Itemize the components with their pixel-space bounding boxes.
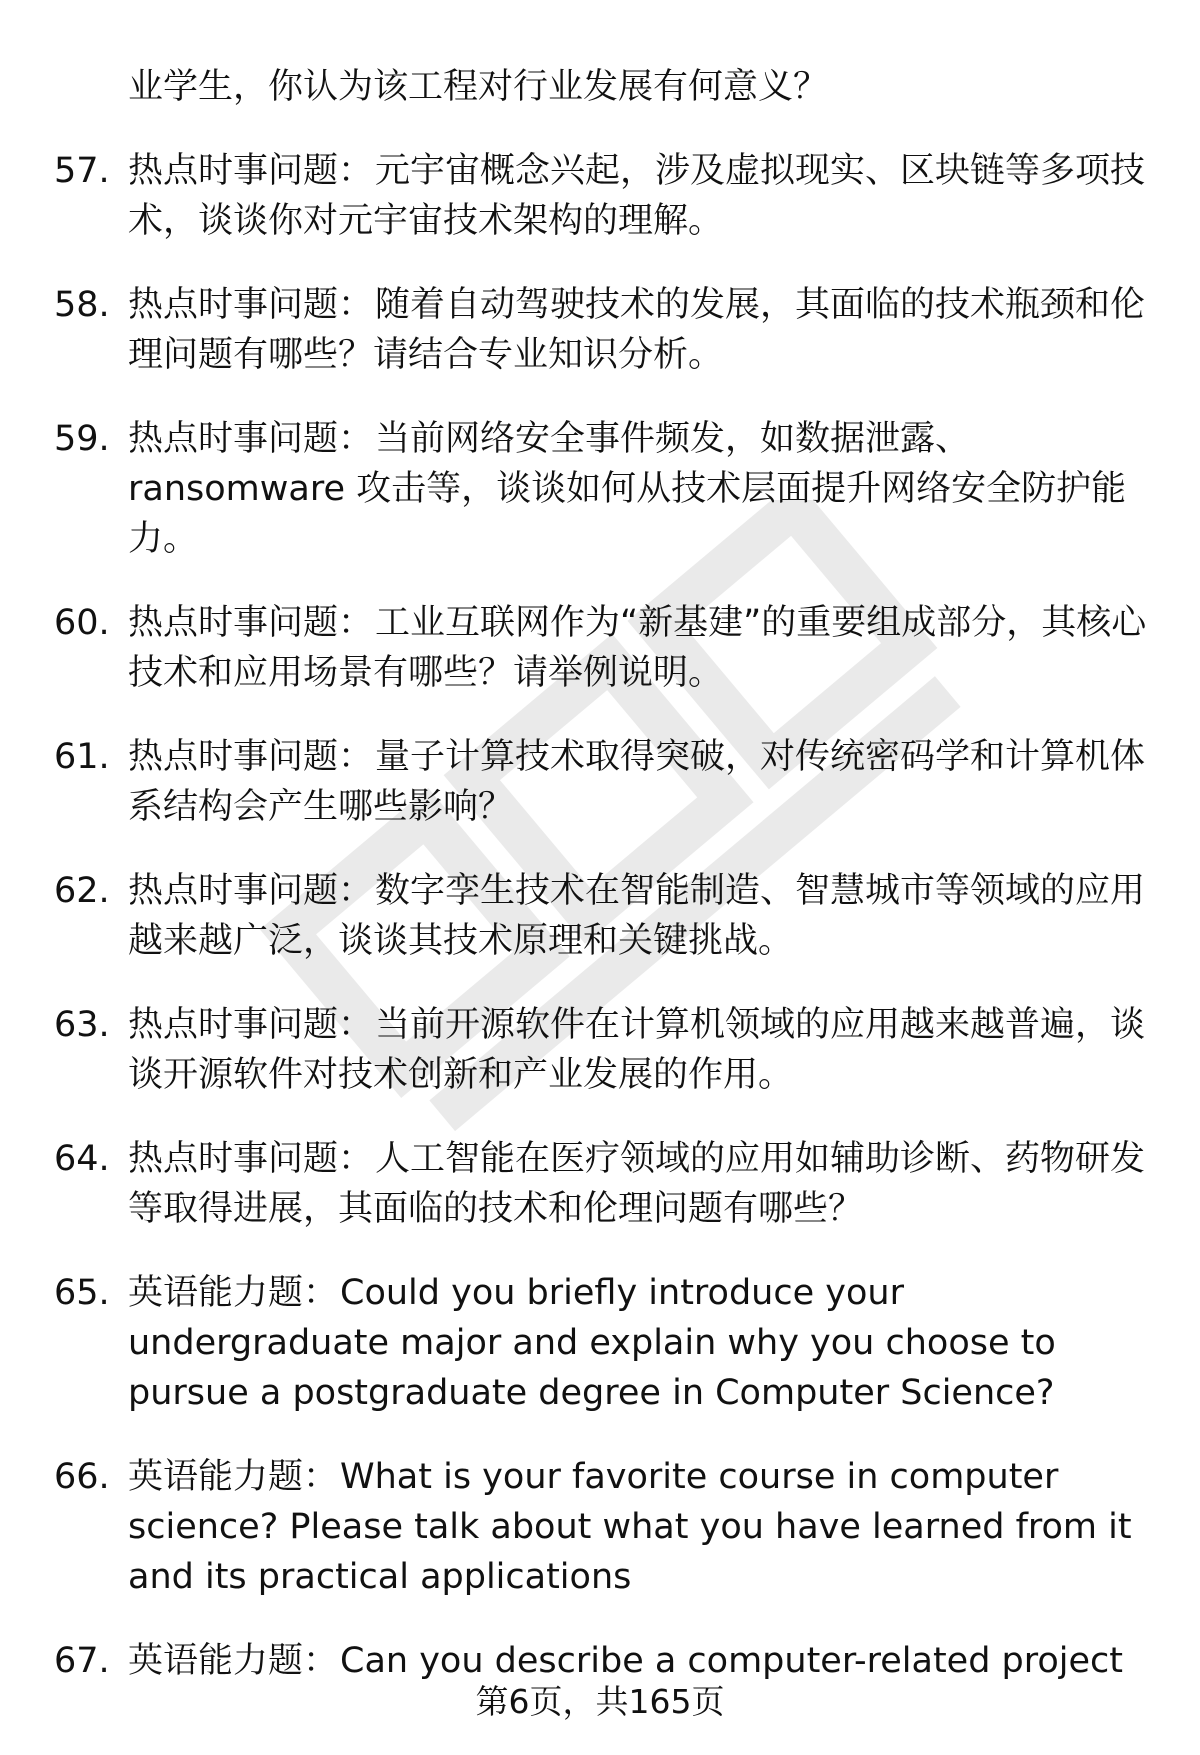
item-text <box>128 866 1164 966</box>
item-number: 60. <box>54 603 110 643</box>
item-body: 量子计算技术取得突破，对传统密码学和计算机体系结构会产生哪些影响？ <box>128 737 1146 827</box>
list-item-67 <box>54 1636 1164 1686</box>
list-item-62 <box>54 866 1164 966</box>
item-text <box>128 146 1164 246</box>
item-number: 58. <box>54 285 110 325</box>
item-category: 英语能力题： <box>128 1273 339 1313</box>
item-text <box>128 1636 1164 1686</box>
item-text <box>128 1268 1164 1418</box>
list-item-64 <box>54 1134 1164 1234</box>
item-text <box>128 598 1164 698</box>
item-body: Could you briefly introduce your undergraduate major and explain why you choose to pursue a postgraduate degree in Computer Science? <box>128 1273 1056 1413</box>
item-body: 元宇宙概念兴起，涉及虚拟现实、区块链等多项技术，谈谈你对元宇宙技术架构的理解。 <box>128 151 1146 241</box>
item-number: 62. <box>54 871 110 911</box>
item-number: 61. <box>54 737 110 777</box>
item-number: 66. <box>54 1457 110 1497</box>
item-category: 热点时事问题： <box>128 1139 374 1179</box>
item-category: 热点时事问题： <box>128 603 374 643</box>
item-body: Can you describe a computer-related project <box>340 1641 1124 1681</box>
item-body: 人工智能在医疗领域的应用如辅助诊断、药物研发等取得进展，其面临的技术和伦理问题有哪些？ <box>128 1139 1146 1229</box>
item-category: 热点时事问题： <box>128 737 374 777</box>
item-text <box>128 1452 1164 1602</box>
item-body: 工业互联网作为“新基建”的重要组成部分，其核心技术和应用场景有哪些？请举例说明。 <box>128 603 1147 693</box>
continuation-text: 业学生，你认为该工程对行业发展有何意义？ <box>128 67 829 107</box>
item-text <box>128 280 1164 380</box>
item-number: 63. <box>54 1005 110 1045</box>
list-item-59 <box>54 414 1164 564</box>
list-item-58 <box>54 280 1164 380</box>
item-number: 57. <box>54 151 110 191</box>
item-text <box>128 414 1164 564</box>
item-category: 热点时事问题： <box>128 151 374 191</box>
list-item-65 <box>54 1268 1164 1418</box>
item-category: 热点时事问题： <box>128 871 374 911</box>
list-item-61 <box>54 732 1164 832</box>
item-body: What is your favorite course in computer science? Please talk about what you have learned from it and its practical applications <box>128 1457 1132 1597</box>
item-number: 64. <box>54 1139 110 1179</box>
item-body: 随着自动驾驶技术的发展，其面临的技术瓶颈和伦理问题有哪些？请结合专业知识分析。 <box>128 285 1146 375</box>
item-category: 热点时事问题： <box>128 419 374 459</box>
item-number: 59. <box>54 419 110 459</box>
page-number: 第6页，共165页 <box>475 1682 725 1721</box>
item-category: 英语能力题： <box>128 1457 339 1497</box>
list-item-66 <box>54 1452 1164 1602</box>
question-list <box>54 62 1164 1720</box>
item-text <box>128 732 1164 832</box>
item-number: 65. <box>54 1273 110 1313</box>
item-body: 当前网络安全事件频发，如数据泄露、ransomware 攻击等，谈谈如何从技术层面提升网络安全防护能力。 <box>128 419 1127 559</box>
item-body: 当前开源软件在计算机领域的应用越来越普遍，谈谈开源软件对技术创新和产业发展的作用。 <box>128 1005 1146 1095</box>
item-text <box>128 1134 1164 1234</box>
list-item-60 <box>54 598 1164 698</box>
list-item-57 <box>54 146 1164 246</box>
item-category: 热点时事问题： <box>128 1005 374 1045</box>
item-category: 英语能力题： <box>128 1641 339 1681</box>
item-text <box>128 1000 1164 1100</box>
item-number: 67. <box>54 1641 110 1681</box>
item-category: 热点时事问题： <box>128 285 374 325</box>
list-item-63 <box>54 1000 1164 1100</box>
item-body: 数字孪生技术在智能制造、智慧城市等领域的应用越来越广泛，谈谈其技术原理和关键挑战。 <box>128 871 1146 961</box>
